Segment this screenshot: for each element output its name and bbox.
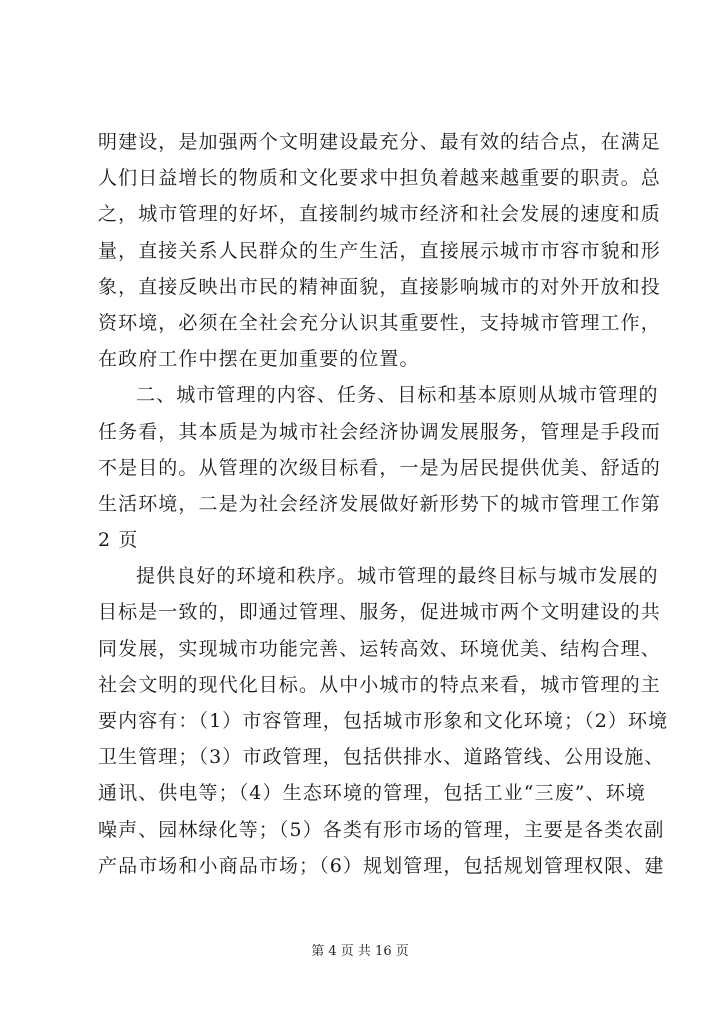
text-line: 产品市场和小商品市场；（6）规划管理，包括规划管理权限、建 xyxy=(98,854,665,877)
text-line: 2 页 xyxy=(98,529,139,552)
text-line: 人们日益增长的物质和文化要求中担负着越来越重要的职责。总 xyxy=(98,167,661,190)
text-line: 卫生管理；（3）市政管理，包括供排水、道路管线、公用设施、 xyxy=(98,746,665,769)
text-line: 不是目的。从管理的次级目标看，一是为居民提供优美、舒适的 xyxy=(98,456,661,479)
text-line: 任务看，其本质是为城市社会经济协调发展服务，管理是手段而 xyxy=(98,420,661,443)
paragraph-1 xyxy=(98,124,661,377)
text-line: 明建设，是加强两个文明建设最充分、最有效的结合点，在满足 xyxy=(98,131,661,153)
text-line: 量，直接关系人民群众的生产生活，直接展示城市市容市貌和形 xyxy=(98,239,661,262)
paragraph-3 xyxy=(98,558,669,884)
page-number-footer: 第 4 页 共 16 页 xyxy=(311,944,409,959)
text-line: 生活环境，二是为社会经济发展做好新形势下的城市管理工作第 xyxy=(98,492,661,515)
body-text xyxy=(98,124,669,884)
text-line: 目标是一致的，即通过管理、服务，促进城市两个文明建设的共 xyxy=(98,601,661,624)
text-line: 之，城市管理的好坏，直接制约城市经济和社会发展的速度和质 xyxy=(98,203,661,226)
text-line: 社会文明的现代化目标。从中小城市的特点来看，城市管理的主 xyxy=(98,673,661,696)
text-line: 资环境，必须在全社会充分认识其重要性，支持城市管理工作， xyxy=(98,311,661,334)
text-line: 在政府工作中摆在更加重要的位置。 xyxy=(98,348,420,371)
text-line: 同发展，实现城市功能完善、运转高效、环境优美、结构合理、 xyxy=(98,637,661,660)
text-line: 二、城市管理的内容、任务、目标和基本原则从城市管理的 xyxy=(136,384,659,407)
text-line: 要内容有：（1）市容管理，包括城市形象和文化环境；（2）环境 xyxy=(98,710,669,732)
text-line: 象，直接反映出市民的精神面貌，直接影响城市的对外开放和投 xyxy=(98,275,661,298)
text-line: 提供良好的环境和秩序。城市管理的最终目标与城市发展的 xyxy=(136,565,659,588)
paragraph-2 xyxy=(98,377,661,558)
text-line: 噪声、园林绿化等；（5）各类有形市场的管理，主要是各类农副 xyxy=(98,818,665,841)
text-line: 通讯、供电等；（4）生态环境的管理，包括工业“三废”、环境 xyxy=(98,782,646,805)
